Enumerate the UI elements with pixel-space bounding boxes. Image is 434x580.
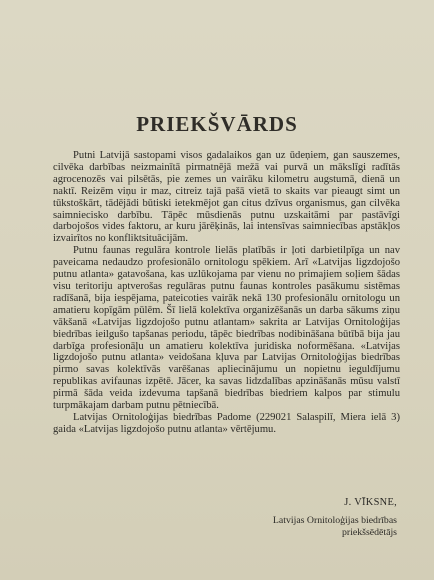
body-text	[53, 150, 400, 436]
page-title: PRIEKŠVĀRDS	[136, 112, 298, 137]
paragraph-1: Putni Latvijā sastopami visos gadalaikos gan uz ūdeņiem, gan sauszemes, cilvēka darbības neizmainītā pirmatnējā mežā vai purvā un mākslīgi radītās agrocenozēs vai pilsētās, pie zemes un vairāku kilometru augstumā, dienā un naktī. Reizēm viņu ir maz, citreiz tajā pašā vietā to skaits var pieaugt simt un tūkstoškārt, tādējādi būtiski ietekmējot gan citus dzīvus organismus, gan cilvēka saimniecisko darbību. Tāpēc mūsdienās putnu uzskaitāmi par pastāvīgi darbojošos vides faktoru, ar kuru jārēķinās, lai intensīvas saimniecības apstākļos izvairītos no konfliktsituācijām.	[53, 150, 400, 245]
signature-role: Latvijas Ornitoloģijas biedrības priekšsēdētājs	[272, 515, 397, 538]
paragraph-3: Latvijas Ornitoloģijas biedrības Padome (229021 Salaspilī, Miera ielā 3) gaida «Latvijas ligzdojošo putnu atlanta» vērtējumu.	[53, 411, 400, 435]
paragraph-2: Putnu faunas regulāra kontrole lielās platībās ir ļoti darbietilpīga un nav paveicama nedaudzo profesionālo ornitologu spēkiem. Arī «Latvijas ligzdojošo putnu atlanta» gatavošana, kas uzlūkojama par vienu no primajiem soļiem šādas visu teritoriju aptverošas regulāras putnu faunas kontroles pasākumu sistēmas radīšanā, bija iespējama, pateicoties vairāk nekā 130 profesionālu ornitologu un amatieru kopīgām pūlēm. Šī lielā kolektīva organizēšanās un darba sākums ziņu vākšanā «Latvijas ligzdojošo putnu atlantam» sakrita ar Latvijas Ornitoloģijas biedrības ieilgušo tapšanas periodu, tāpēc biedrības nodibināšana būtībā bija jau darbīga profesionāļu un amatieru kolektīva juridiska noformēšana. «Latvijas ligzdojošo putnu atlanta» veidošana kļuva par Latvijas Ornitoloģijas biedrības pirmo savas kolektīvās varēšanas apliecinājumu un nopietnu ieguldījumu republikas avifaunas izpētē. Jācer, ka savas lidzdalības apzināšanās mūsu valstī pirmā šāda veida izdevuma tapšanā biedrības biedriem kalpos par stimulu turpmākajam darbam putnu pētniecībā.	[53, 245, 400, 412]
signature-name: J. VĪKSNE,	[344, 497, 397, 508]
